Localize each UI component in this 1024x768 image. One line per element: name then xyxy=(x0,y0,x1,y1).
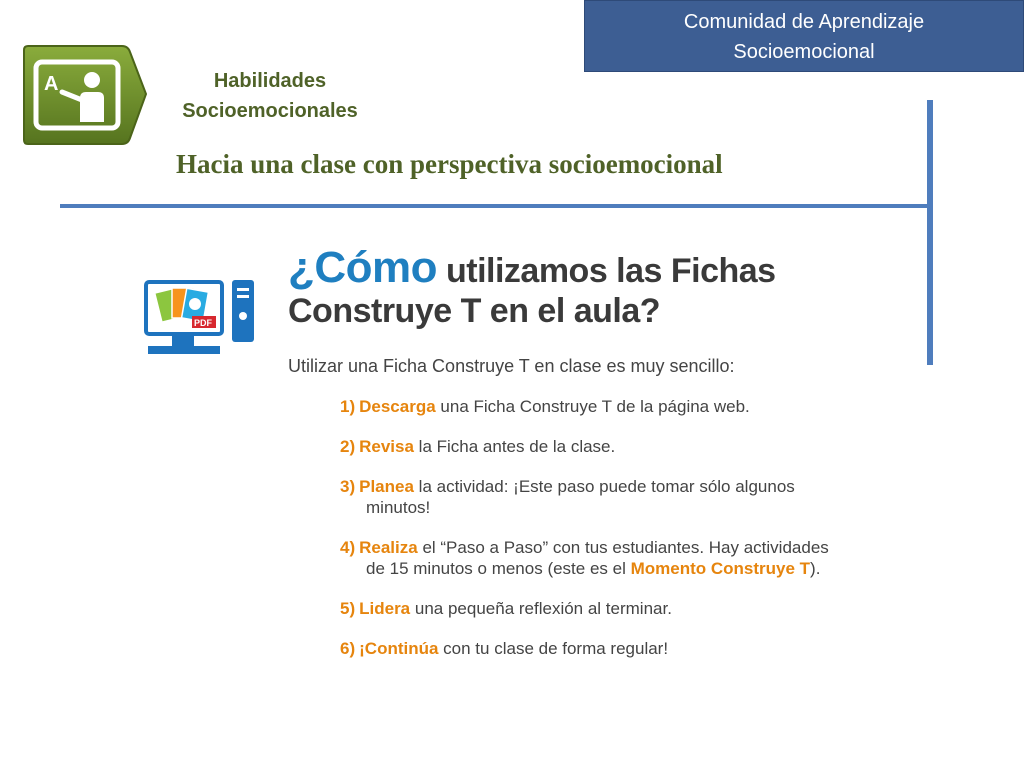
step-keyword: Realiza xyxy=(359,538,418,557)
step-1 xyxy=(340,396,860,417)
step-keyword: Lidera xyxy=(359,599,411,618)
step-number: 1) xyxy=(340,397,356,416)
section-title xyxy=(160,66,380,126)
step-number: 2) xyxy=(340,437,356,456)
vertical-divider xyxy=(927,100,933,365)
step-number: 4) xyxy=(340,538,356,557)
step-keyword: Revisa xyxy=(359,437,414,456)
step-text: una Ficha Construye T de la página web. xyxy=(435,397,750,416)
section-title-line-1: Habilidades xyxy=(213,70,327,92)
step-text: el “Paso a Paso” con tus estudiantes. Hay actividades xyxy=(417,538,829,557)
step-text: con tu clase de forma regular! xyxy=(438,639,669,658)
step-keyword-secondary: Momento Construye T xyxy=(630,559,811,578)
intro-text: Utilizar una Ficha Construye T en clase es muy sencillo: xyxy=(288,356,735,376)
computer-pdf-icon xyxy=(144,276,258,360)
step-text-part: de 15 minutos o menos (este es el xyxy=(366,559,631,578)
step-number: 3) xyxy=(340,477,356,496)
step-text-continued xyxy=(340,558,860,579)
step-5 xyxy=(340,598,860,619)
section-title-line-2: Socioemocionales xyxy=(182,100,358,122)
banner-line-1: Comunidad de Aprendizaje xyxy=(683,11,925,33)
step-keyword: ¡Continúa xyxy=(359,639,439,658)
step-keyword: Descarga xyxy=(359,397,436,416)
step-6 xyxy=(340,638,860,659)
card-heading xyxy=(288,243,776,331)
step-number: 6) xyxy=(340,639,356,658)
horizontal-divider xyxy=(60,204,930,208)
step-text-end: ). xyxy=(810,559,821,578)
page-title: Hacia una clase con perspectiva socioemocional xyxy=(176,149,723,179)
step-3 xyxy=(340,476,860,518)
teacher-board-icon xyxy=(22,44,150,148)
banner-line-2: Socioemocional xyxy=(733,41,875,63)
step-text-continued: minutos! xyxy=(366,498,431,517)
card-heading-accent: ¿Cómo xyxy=(288,243,438,292)
steps-list xyxy=(340,396,860,678)
step-keyword: Planea xyxy=(359,477,414,496)
step-text: la actividad: ¡Este paso puede tomar sólo algunos xyxy=(413,477,795,496)
step-text: la Ficha antes de la clase. xyxy=(413,437,616,456)
board-letter: A xyxy=(44,73,59,95)
card-heading-line-2: Construye T en el aula? xyxy=(288,292,661,330)
pdf-label: PDF xyxy=(194,318,212,328)
step-4 xyxy=(340,537,860,579)
header-banner xyxy=(584,0,1024,72)
card-heading-line-1: utilizamos las Fichas xyxy=(437,252,776,290)
step-text: una pequeña reflexión al terminar. xyxy=(410,599,672,618)
step-number: 5) xyxy=(340,599,356,618)
step-2 xyxy=(340,436,860,457)
